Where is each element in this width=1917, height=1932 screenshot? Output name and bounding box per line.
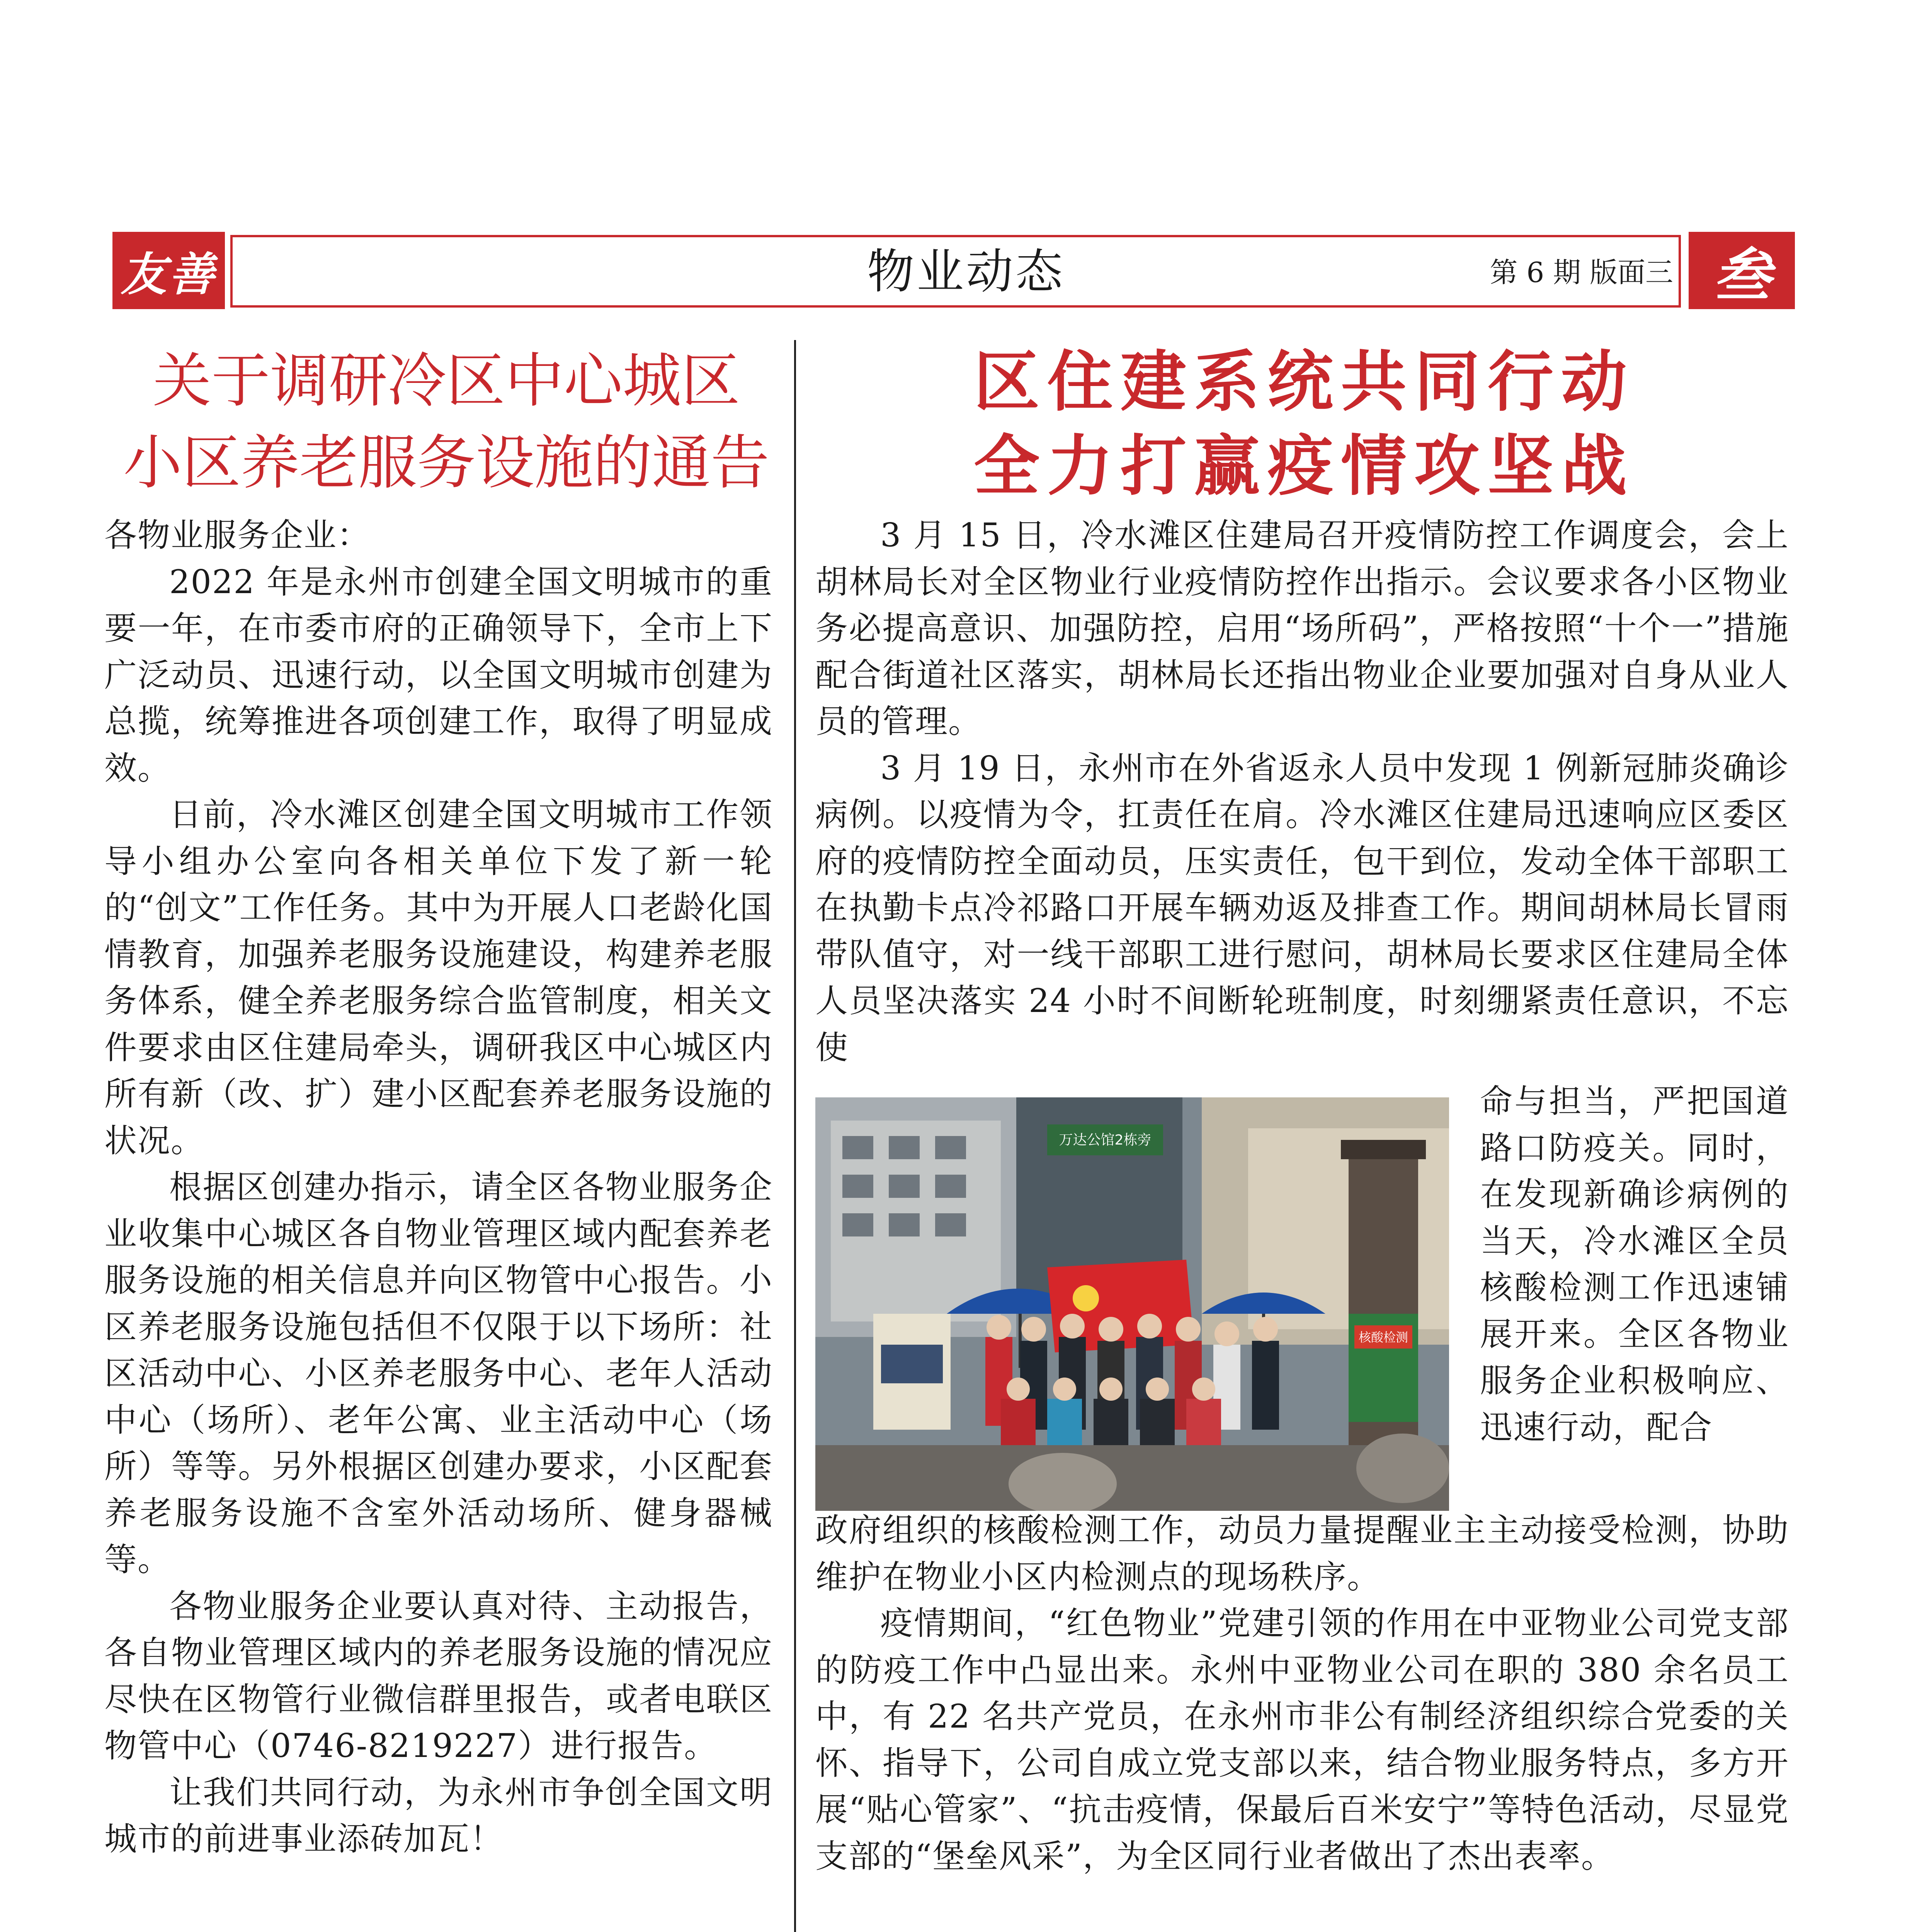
photo-board-text: 核酸检测 [1358,1330,1408,1345]
column-divider-top [794,340,796,1932]
right-paragraph: 3 月 19 日，永州市在外省返永人员中发现 1 例新冠肺炎确诊病例。以疫情为令，扛责任在肩。冷水滩区住建局迅速响应区委区府的疫情防控全面动员，压实责任，包干到位，发动全体干部职工在执勤卡点冷祁路口开展车辆劝返及排查工作。期间胡林局长冒雨带队值守，对一线干部职工进行慰问，胡林局长要求区住建局全体人员坚决落实 24 小时不间断轮班制度，时刻绷紧责任意识，不忘使 [815,749,1789,1066]
left-paragraph: 各物业服务企业要认真对待、主动报告，各自物业管理区域内的养老服务设施的情况应尽快在区物管行业微信群里报告，或者电联区物管中心（0746-8219227）进行报告。 [104,1587,773,1765]
right-wrap-paragraph: 命与担当，严把国道路口防疫关。同时，在发现新确诊病例的当天，冷水滩区全员核酸检测工作迅速铺展开来。全区各物业服务企业积极响应、迅速行动，配合 [1480,1082,1789,1446]
photo-illustration [815,1097,1449,1511]
section-title: 物业动态 [867,244,1065,299]
right-title-line2: 全力打赢疫情攻坚战 [973,428,1635,505]
left-title-line2: 小区养老服务设施的通告 [123,429,769,497]
right-article-title [811,340,1797,506]
left-paragraph: 根据区创建办指示，请全区各物业服务企业收集中心城区各自物业管理区域内配套养老服务设施的相关信息并向区物管中心报告。小区养老服务设施包括但不仅限于以下场所：社区活动中心、小区养老服务中心、老年人活动中心（场所）、老年公寓、业主活动中心（场所）等等。另外根据区创建办要求，小区配套养老服务设施不含室外活动场所、健身器械等。 [104,1168,773,1578]
masthead-badge-right: 叁 [1689,232,1795,309]
left-paragraph: 让我们共同行动，为永州市争创全国文明城市的前进事业添砖加瓦！ [104,1773,773,1858]
left-article-title [104,340,788,506]
right-paragraph: 政府组织的核酸检测工作，动员力量提醒业主主动接受检测，协助维护在物业小区内检测点的现场秩序。 [815,1511,1789,1596]
left-title-line1: 关于调研冷区中心城区 [153,347,740,415]
right-paragraph: 疫情期间，“红色物业”党建引领的作用在中亚物业公司党支部的防疫工作中凸显出来。永州中亚物业公司在职的 380 余名员工中，有 22 名共产党员，在永州市非公有制经济组织综合党委的关怀、指导下，公司自成立党支部以来，结合物业服务特点，多方开展“贴心管家”、“抗击疫情，保最后百米安宁”等特色活动，尽显党支部的“堡垒风采”，为全区同行业者做出了杰出表率。 [815,1604,1789,1875]
left-paragraph: 2022 年是永州市创建全国文明城市的重要一年，在市委市府的正确领导下，全市上下广泛动员、迅速行动，以全国文明城市创建为总揽，统筹推进各项创建工作，取得了明显成效。 [104,563,773,787]
team-photo [815,1097,1449,1511]
left-paragraph: 日前，冷水滩区创建全国文明城市工作领导小组办公室向各相关单位下发了新一轮的“创文”工作任务。其中为开展人口老龄化国情教育，加强养老服务设施建设，构建养老服务体系，健全养老服务综合监管制度，相关文件要求由区住建局牵头，调研我区中心城区内所有新（改、扩）建小区配套养老服务设施的状况。 [104,796,773,1160]
issue-info: 第 6 期 版面三 [1490,256,1673,289]
right-article-body-bottom [815,1507,1789,1932]
left-article-body [104,512,773,1932]
masthead-rule-top [232,235,1681,237]
masthead-badge-left: 友善 [112,232,225,309]
left-paragraph: 各物业服务企业： [104,516,371,554]
masthead-bracket-left [230,235,233,308]
right-paragraph: 3 月 15 日，冷水滩区住建局召开疫情防控工作调度会，会上胡林局长对全区物业行业疫情防控作出指示。会议要求各小区物业务必提高意识、加强防控，启用“场所码”，严格按照“十个一”措施配合街道社区落实，胡林局长还指出物业企业要加强对自身从业人员的管理。 [815,516,1789,740]
right-title-line1: 区住建系统共同行动 [973,344,1635,420]
masthead-rule-bottom [232,305,1681,308]
right-article-body-top [815,512,1789,1076]
right-article-wrap-text [1480,1078,1789,1503]
photo-sign-text: 万达公馆2栋旁 [1059,1132,1152,1148]
masthead-bracket-right [1679,235,1681,308]
